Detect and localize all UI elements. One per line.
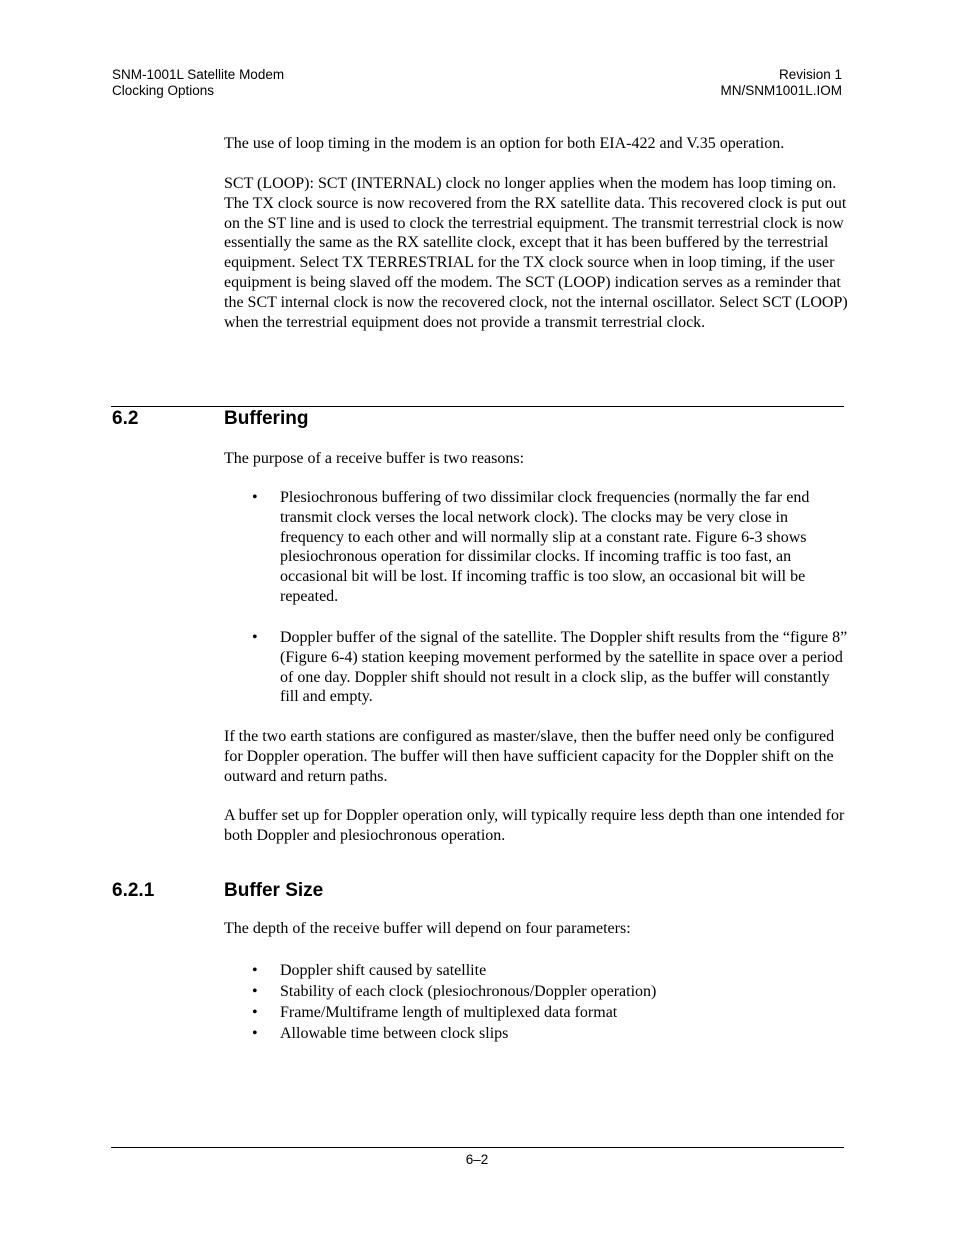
doppler-depth-paragraph: A buffer set up for Doppler operation only, will typically require less depth than one intended for both Doppler and plesiochronous operation. <box>224 807 845 844</box>
sct-loop-paragraph: SCT (LOOP): SCT (INTERNAL) clock no longer applies when the modem has loop timing on. The TX clock source is now recovered from the RX satellite data. This recovered clock is put out on the ST line and is used to clock the terrestrial equipment. The transmit terrestrial clock is now essentially the same as the RX satellite clock, except that it has been buffered by the terrestrial equipment. Select TX TERRESTRIAL for the TX clock source when in loop timing, if the user equipment is being slaved off the modem. The SCT (LOOP) indication serves as a reminder that the SCT internal clock is now the recovered clock, not the internal oscillator. Select SCT (LOOP) when the terrestrial equipment does not provide a transmit terrestrial clock. <box>224 175 848 331</box>
list-item-text: Doppler shift caused by satellite <box>280 962 487 979</box>
subsection-number: 6.2.1 <box>112 880 155 901</box>
section-number: 6.2 <box>112 408 139 429</box>
loop-timing-paragraph: The use of loop timing in the modem is an option for both EIA-422 and V.35 operation. <box>224 135 785 152</box>
section-divider <box>111 406 844 407</box>
document-title: SNM-1001L Satellite Modem <box>112 67 285 82</box>
buffer-parameters-list <box>252 960 852 1044</box>
list-item <box>252 1023 852 1044</box>
revision-label: Revision 1 <box>778 67 842 82</box>
buffer-purpose-paragraph: The purpose of a receive buffer is two reasons: <box>224 450 525 467</box>
page-number: 6–2 <box>465 1152 489 1167</box>
footer-divider <box>111 1147 844 1148</box>
list-item-text: Stability of each clock (plesiochronous/Doppler operation) <box>280 983 657 1000</box>
bullet-icon: • <box>252 489 258 506</box>
list-item <box>252 488 852 607</box>
bullet-icon: • <box>252 983 258 1000</box>
buffer-reasons-list-continued <box>252 628 852 707</box>
list-item <box>252 628 852 707</box>
list-item-text: Plesiochronous buffering of two dissimilar clock frequencies (normally the far end transmit clock verses the local network clock). The clocks may be very close in frequency to each other and will normally slip at a constant rate. Figure 6-3 shows plesiochronous operation for dissimilar clocks. If incoming traffic is too fast, an occasional bit will be lost. If incoming traffic is too slow, an occasional bit will be repeated. <box>280 489 810 605</box>
bullet-icon: • <box>252 629 258 646</box>
buffer-depth-paragraph: The depth of the receive buffer will depend on four parameters: <box>224 920 631 937</box>
subsection-heading: Buffer Size <box>224 880 324 901</box>
bullet-icon: • <box>252 1025 258 1042</box>
section-heading: Buffering <box>224 408 309 429</box>
list-item <box>252 1002 852 1023</box>
bullet-icon: • <box>252 1004 258 1021</box>
list-item <box>252 960 852 981</box>
chapter-title: Clocking Options <box>112 83 215 98</box>
master-slave-paragraph: If the two earth stations are configured as master/slave, then the buffer need only be configured for Doppler operation. The buffer will then have sufficient capacity for the Doppler shift on the outward and return paths. <box>224 728 835 785</box>
list-item-text: Doppler buffer of the signal of the satellite. The Doppler shift results from the “figure 8” (Figure 6-4) station keeping movement performed by the satellite in space over a period of one day. Doppler shift should not result in a clock slip, as the buffer will constantly fill and empty. <box>280 629 848 706</box>
list-item-text: Allowable time between clock slips <box>280 1025 509 1042</box>
buffer-reasons-list <box>252 488 852 607</box>
page-header-right <box>720 67 842 99</box>
page-header-left <box>112 67 284 99</box>
list-item-text: Frame/Multiframe length of multiplexed data format <box>280 1004 618 1021</box>
list-item <box>252 981 852 1002</box>
document-number: MN/SNM1001L.IOM <box>720 83 842 98</box>
bullet-icon: • <box>252 962 258 979</box>
